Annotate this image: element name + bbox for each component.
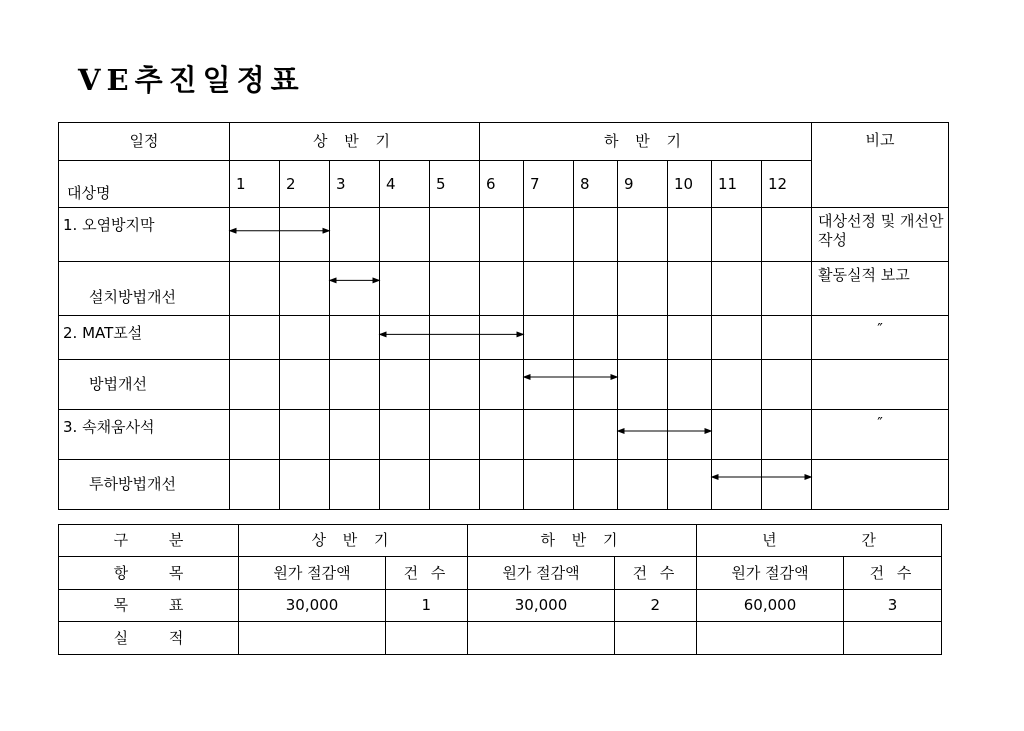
month-header: 1	[230, 161, 280, 208]
second-half-header: 하 반 기	[480, 123, 812, 161]
task-remark: 대상선정 및 개선안 작성	[812, 208, 949, 262]
category-header: 구 분	[59, 525, 239, 557]
task-name-line2: 방법개선	[59, 360, 230, 410]
month-header: 5	[430, 161, 480, 208]
target-second-cost: 30,000	[468, 590, 615, 622]
month-header: 7	[524, 161, 574, 208]
task-name-line2: 설치방법개선	[59, 262, 230, 316]
count-col: 건 수	[615, 557, 697, 590]
task-remark: ″	[812, 410, 949, 460]
task-remark	[812, 360, 949, 410]
actual-annual-count	[844, 622, 942, 655]
corner-schedule-label: 일정	[59, 123, 230, 161]
task-name-line2: 투하방법개선	[59, 460, 230, 510]
second-half-header: 하 반 기	[468, 525, 697, 557]
month-header: 8	[574, 161, 618, 208]
month-header: 12	[762, 161, 812, 208]
target-annual-cost: 60,000	[697, 590, 844, 622]
first-half-header: 상 반 기	[239, 525, 468, 557]
task-remark: ″	[812, 316, 949, 360]
count-col: 건 수	[844, 557, 942, 590]
summary-table	[58, 524, 942, 655]
remarks-header: 비고	[812, 123, 949, 208]
schedule-table	[58, 122, 949, 510]
corner-target-label: 대상명	[59, 161, 230, 208]
target-first-cost: 30,000	[239, 590, 386, 622]
month-header: 11	[712, 161, 762, 208]
month-header: 9	[618, 161, 668, 208]
actual-first-cost	[239, 622, 386, 655]
month-header: 10	[668, 161, 712, 208]
task-name-line1: 3. 속채움사석	[59, 410, 230, 460]
actual-second-cost	[468, 622, 615, 655]
task-remark	[812, 460, 949, 510]
target-label: 목 표	[59, 590, 239, 622]
cost-saving-col: 원가 절감액	[468, 557, 615, 590]
item-label: 항 목	[59, 557, 239, 590]
actual-label: 실 적	[59, 622, 239, 655]
actual-annual-cost	[697, 622, 844, 655]
page-title: VE추진일정표	[78, 63, 305, 97]
month-header: 4	[380, 161, 430, 208]
month-header: 3	[330, 161, 380, 208]
target-first-count: 1	[386, 590, 468, 622]
target-second-count: 2	[615, 590, 697, 622]
cost-saving-col: 원가 절감액	[239, 557, 386, 590]
task-name-line1: 1. 오염방지막	[59, 208, 230, 262]
task-remark: 활동실적 보고	[812, 262, 949, 316]
month-header: 2	[280, 161, 330, 208]
target-annual-count: 3	[844, 590, 942, 622]
month-header: 6	[480, 161, 524, 208]
task-name-line1: 2. MAT포설	[59, 316, 230, 360]
count-col: 건 수	[386, 557, 468, 590]
actual-second-count	[615, 622, 697, 655]
actual-first-count	[386, 622, 468, 655]
annual-header: 년 간	[697, 525, 942, 557]
cost-saving-col: 원가 절감액	[697, 557, 844, 590]
first-half-header: 상 반 기	[230, 123, 480, 161]
